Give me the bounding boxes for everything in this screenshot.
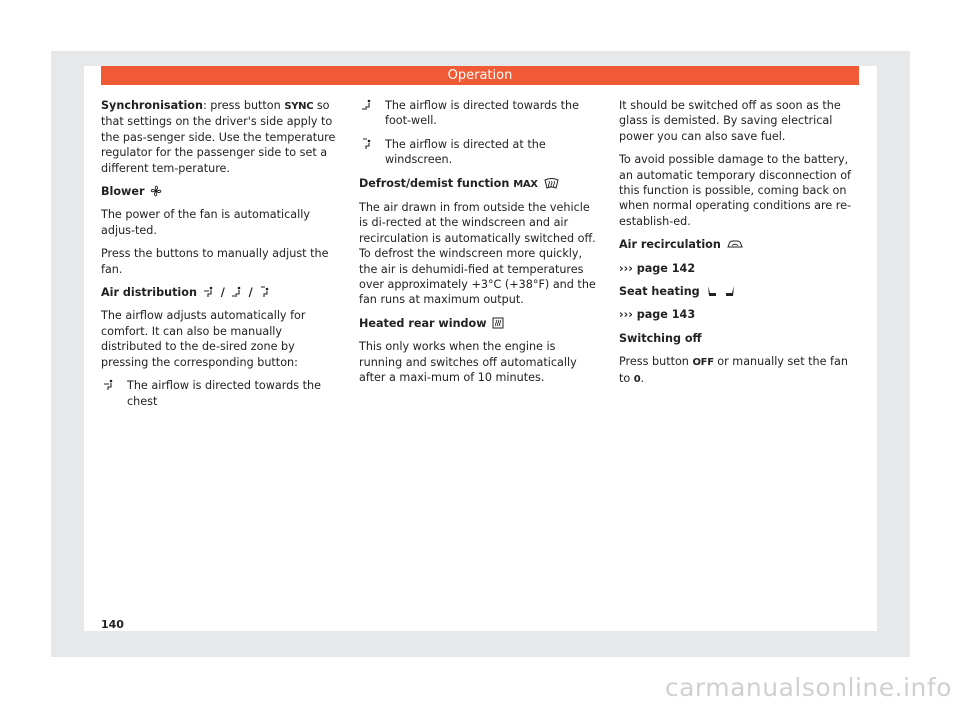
list-item-chest: The airflow is directed towards the chest: [101, 378, 341, 409]
airflow-windscreen-icon: [361, 138, 373, 150]
sync-button-symbol: SYNC: [284, 101, 314, 112]
switching-off-heading: Switching off: [619, 331, 702, 345]
airflow-chest-icon: [103, 379, 115, 391]
watermark: carmanualsonline.info: [664, 673, 952, 702]
rear-window-heater-icon: [492, 317, 504, 329]
max-symbol: MAX: [513, 178, 538, 190]
list-item-feet: The airflow is directed towards the foot-well.: [359, 98, 601, 129]
airflow-chest-icon: [203, 286, 215, 298]
air-recirculation-heading: Air recirculation: [619, 237, 861, 252]
seat-heating-heading: Seat heating: [619, 284, 861, 299]
recirculation-icon: [727, 239, 743, 250]
airflow-windscreen-icon: [259, 286, 271, 298]
airflow-feet-icon: [231, 286, 243, 298]
sync-label: Synchronisation: [101, 99, 203, 112]
air-distribution-paragraph: The airflow adjusts automatically for comfort. It can also be manually distributed to the de-sired zone by pressing the corresponding button:: [101, 309, 306, 369]
page-number: 140: [101, 618, 124, 631]
blower-paragraph-2: Press the buttons to manually adjust the fan.: [101, 247, 329, 276]
air-distribution-heading: Air distribution / /: [101, 285, 341, 300]
zero-symbol: 0: [633, 373, 641, 385]
seat-heating-left-icon: [706, 285, 717, 297]
airflow-feet-icon: [361, 99, 373, 111]
battery-paragraph: To avoid possible damage to the battery, an automatic temporary disconnection of this function is possible, coming back on when normal operating conditions are re-establish-ed.: [619, 153, 852, 228]
column-3: [619, 98, 861, 395]
recirculation-link[interactable]: ››› page 142: [619, 261, 696, 275]
rear-window-paragraph-2: It should be switched off as soon as the glass is demisted. By saving electrical power you can also save fuel.: [619, 99, 841, 143]
seat-heating-link[interactable]: ››› page 143: [619, 308, 696, 322]
column-2: [359, 98, 601, 394]
defrost-heading: Defrost/demist function MAX: [359, 176, 601, 192]
seat-heating-right-icon: [725, 285, 736, 297]
defrost-paragraph: The air drawn in from outside the vehicle is di-rected at the windscreen and air recirculation is automatically switched off. To defrost the windscreen more quickly, the air is dehumidi-fied at temperatures over approximately +3°C (+38°F) and the fan runs at maximum output.: [359, 201, 596, 307]
windscreen-defrost-icon: [544, 177, 559, 189]
rear-window-heading: Heated rear window: [359, 316, 601, 331]
blower-paragraph-1: The power of the fan is automatically adjus-ted.: [101, 208, 310, 237]
list-item-windscreen: The airflow is directed at the windscreen.: [359, 137, 601, 168]
rear-window-paragraph: This only works when the engine is running and switches off automatically after a maxi-mum of 10 minutes.: [359, 340, 577, 385]
fan-icon: [150, 185, 162, 197]
switching-off-paragraph: Press button OFF or manually set the fan to 0.: [619, 355, 848, 385]
blower-heading: Blower: [101, 184, 341, 199]
section-title: Operation: [447, 68, 513, 83]
column-1: [101, 98, 341, 417]
off-button-symbol: OFF: [692, 357, 714, 369]
section-header: [101, 66, 859, 85]
sync-paragraph: Synchronisation: press button SYNC so that settings on the driver's side apply to the pas-senger side. Use the temperature regulator for the passenger side to set a different tem-perature.: [101, 99, 336, 175]
